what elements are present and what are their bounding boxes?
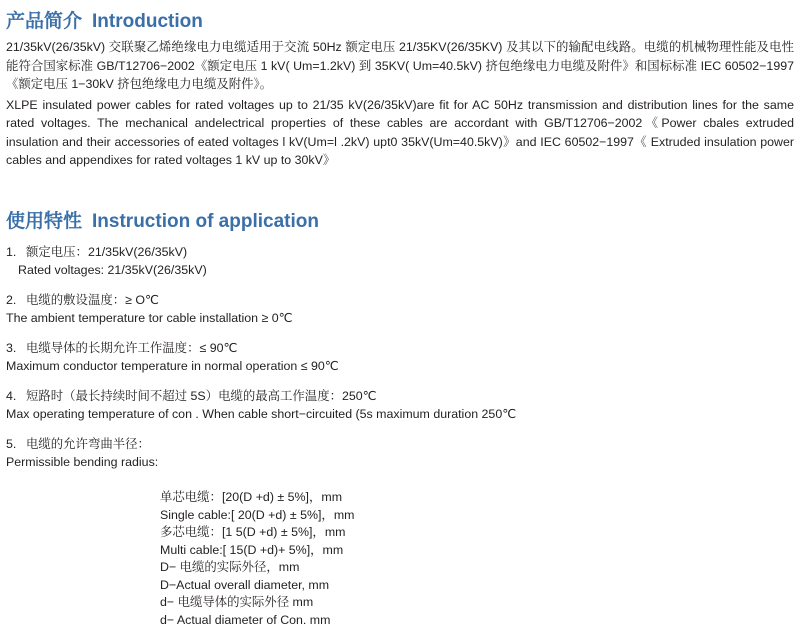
usage-item-en: Rated voltages: 21/35kV(26/35kV) — [6, 262, 794, 280]
bending-radius-line: D−Actual overall diameter, mm — [160, 577, 354, 595]
usage-item-cn: 电缆的允许弯曲半径： — [26, 437, 150, 451]
usage-item-cn: 电缆导体的长期允许工作温度：≤ 90℃ — [26, 341, 237, 355]
list-item — [6, 388, 794, 423]
usage-list — [6, 244, 794, 484]
usage-item-number: 5. — [6, 436, 26, 454]
usage-item-cn-line — [6, 244, 794, 262]
introduction-body — [6, 38, 794, 172]
usage-item-cn-line — [6, 436, 794, 454]
usage-heading-en: Instruction of application — [92, 211, 319, 232]
usage-item-cn-line — [6, 292, 794, 310]
list-item — [6, 340, 794, 375]
usage-item-cn-line — [6, 340, 794, 358]
introduction-heading-cn: 产品简介 — [6, 11, 82, 32]
bending-radius-line: 单芯电缆：[20(D +d) ± 5%]，mm — [160, 489, 354, 507]
usage-item-en: Maximum conductor temperature in normal operation ≤ 90℃ — [6, 358, 794, 376]
usage-heading-cn: 使用特性 — [6, 211, 82, 232]
usage-item-number: 3. — [6, 340, 26, 358]
usage-heading — [6, 206, 319, 233]
usage-item-cn-line — [6, 388, 794, 406]
usage-item-number: 4. — [6, 388, 26, 406]
introduction-paragraph-cn: 21/35kV(26/35kV) 交联聚乙烯绝缘电力电缆适用于交流 50Hz 额定电压 21/35KV(26/35KV) 及其以下的输配电线路。电缆的机械物理性能及电性能符合国家标准 GB/T12706−2002《额定电压 1 kV( Um=1.2kV) 到 35KV( Um=40.5kV) 挤包绝缘电力电缆及附件》和国标标准 IEC 60502−1997《额定电压 1−30kV 挤包绝缘电力电缆及附件》。 — [6, 38, 794, 94]
bending-radius-line: Single cable:[ 20(D +d) ± 5%]，mm — [160, 507, 354, 525]
list-item — [6, 244, 794, 279]
bending-radius-line: d− 电缆导体的实际外径 mm — [160, 594, 354, 612]
usage-item-en: Permissible bending radius: — [6, 454, 794, 472]
usage-item-number: 2. — [6, 292, 26, 310]
list-item — [6, 292, 794, 327]
usage-item-cn: 额定电压：21/35kV(26/35kV) — [26, 245, 187, 259]
usage-item-cn: 短路时（最长持续时间不超过 5S）电缆的最高工作温度：250℃ — [26, 389, 377, 403]
usage-item-number: 1. — [6, 244, 26, 262]
bending-radius-line: d− Actual diameter of Con. mm — [160, 612, 354, 629]
usage-item-en: Max operating temperature of con . When cable short−circuited (5s maximum duration 250℃ — [6, 406, 794, 424]
bending-radius-block — [160, 489, 354, 629]
bending-radius-line: 多芯电缆：[1 5(D +d) ± 5%]，mm — [160, 524, 354, 542]
introduction-paragraph-en: XLPE insulated power cables for rated voltages up to 21/35 kV(26/35kV)are fit for AC 50Hz transmission and distribution lines for the same rated voltages. The mechanical andelectrical properties of these cables are accordant with GB/T12706−2002《Power cbales extruded insulation and their accessories of eated voltages l kV(Um=l .2kV) upt0 35kV(Um=40.5kV)》and IEC 60502−1997《 Extruded insulation power cables and appendixes for rated voltages 1 kV up to 30kV》 — [6, 96, 794, 170]
usage-item-cn: 电缆的敷设温度：≥ O℃ — [26, 293, 159, 307]
list-item — [6, 436, 794, 471]
bending-radius-line: D− 电缆的实际外径，mm — [160, 559, 354, 577]
usage-item-en: The ambient temperature tor cable installation ≥ 0℃ — [6, 310, 794, 328]
introduction-heading-en: Introduction — [92, 11, 203, 32]
introduction-heading — [6, 6, 203, 33]
bending-radius-line: Multi cable:[ 15(D +d)+ 5%]，mm — [160, 542, 354, 560]
